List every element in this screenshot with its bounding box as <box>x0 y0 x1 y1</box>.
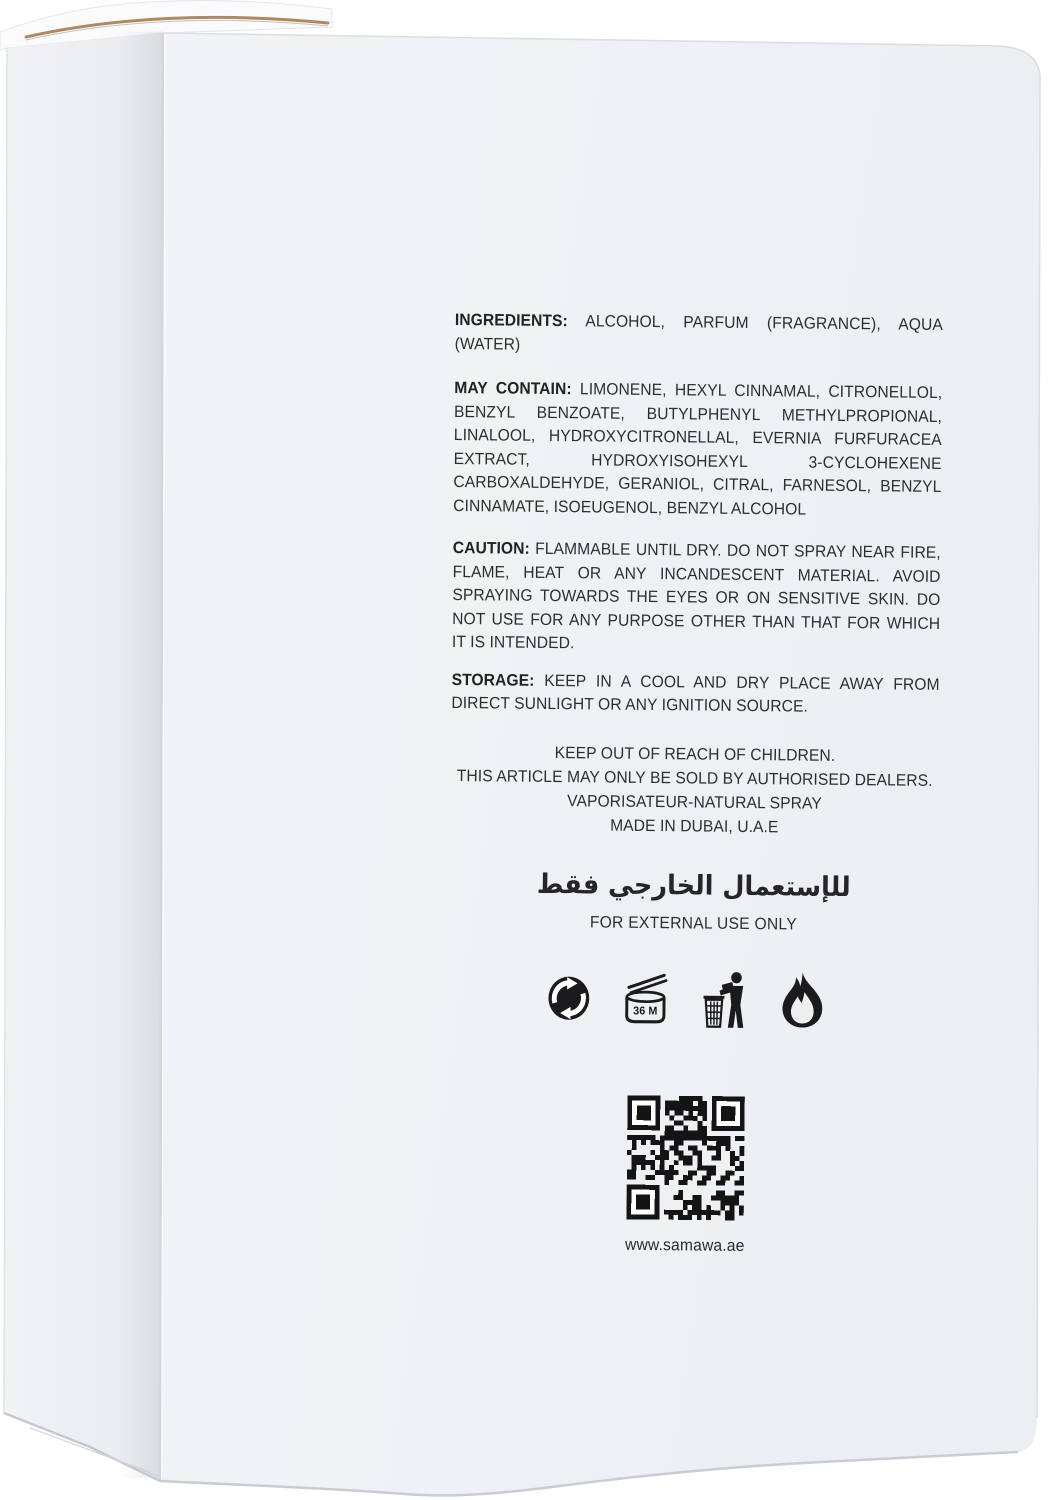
storage-label: STORAGE: <box>451 670 535 690</box>
pao-duration-label: 36 M <box>632 1005 658 1018</box>
box-back-panel <box>446 309 943 1260</box>
website-url: www.samawa.ae <box>624 1235 745 1255</box>
symbols-row <box>442 966 931 1033</box>
green-dot-recycle-icon <box>546 975 590 1021</box>
ingredients-label: INGREDIENTS: <box>454 310 568 331</box>
ingredients-paragraph <box>455 309 943 361</box>
caution-text: FLAMMABLE UNTIL DRY. DO NOT SPRAY NEAR FIRE, FLAME, HEAT OR ANY INCANDESCENT MATERIAL. AVOID SPRAYING TOWARDS THE EYES OR ON SENSITIVE SKIN. DO NOT USE FOR ANY PURPOSE OTHER THAN THAT FOR WHICH IT IS INTENDED. <box>451 539 941 653</box>
notice-natural-spray: VAPORISATEUR-NATURAL SPRAY <box>567 791 822 813</box>
ingredients-text: ALCOHOL, PARFUM (FRAGRANCE), AQUA (WATER) <box>454 312 943 354</box>
arabic-external-use-text: للإستعمال الخارجي فقط <box>536 868 851 903</box>
may-contain-text: LIMONENE, HEXYL CINNAMAL, CITRONELLOL, BENZYL BENZOATE, BUTYLPHENYL METHYLPROPIONAL, LINALOOL, HYDROXYCITRONELLAL, EVERNIA FURFURACEA EXTRACT, HYDROXYISOHEXYL 3-CYCLOHEXENE CARBOXALDEHYDE, GERANIOL, CITRAL, FARNESOL, BENZYL CINNAMATE, ISOEUGENOL, BENZYL ALCOHOL <box>453 380 943 519</box>
external-use-text: FOR EXTERNAL USE ONLY <box>589 912 798 933</box>
notice-keep-out-of-reach: KEEP OUT OF REACH OF CHILDREN. <box>554 743 836 765</box>
may-contain-paragraph <box>453 377 942 523</box>
notice-made-in: MADE IN DUBAI, U.A.E <box>610 816 779 836</box>
storage-paragraph <box>451 668 939 720</box>
notices-block <box>450 739 939 840</box>
flammable-flame-icon <box>778 971 826 1029</box>
period-after-opening-icon <box>619 970 671 1029</box>
storage-text: KEEP IN A COOL AND DRY PLACE AWAY FROM DIRECT SUNLIGHT OR ANY IGNITION SOURCE. <box>451 671 940 716</box>
caution-paragraph <box>452 537 941 659</box>
notice-authorised-dealers: THIS ARTICLE MAY ONLY BE SOLD BY AUTHORISED DEALERS. <box>456 766 933 790</box>
may-contain-label: MAY CONTAIN: <box>454 378 572 399</box>
qr-block <box>441 1090 930 1260</box>
tidy-man-disposal-icon <box>700 969 750 1031</box>
qr-code <box>626 1092 744 1224</box>
caution-label: CAUTION: <box>452 538 530 558</box>
crease-shadow <box>118 32 163 1478</box>
